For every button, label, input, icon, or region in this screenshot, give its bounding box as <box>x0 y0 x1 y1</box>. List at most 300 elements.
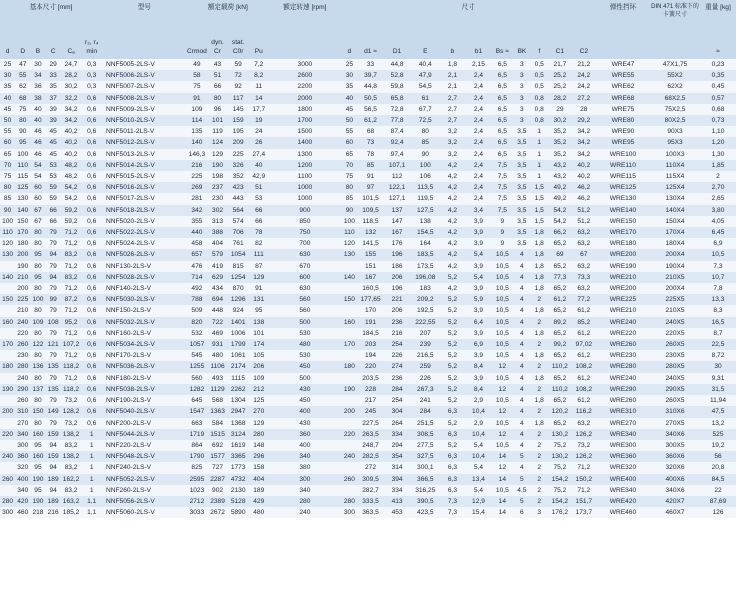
cell-speed: 670 <box>269 261 341 272</box>
cell-f: 1,8 <box>531 305 548 316</box>
cell-E: 226 <box>411 373 439 384</box>
cell-dd: 110 <box>341 227 358 238</box>
cell-E: 222,55 <box>411 317 439 328</box>
table-row <box>0 81 736 92</box>
cell-pu: 26 <box>248 137 269 148</box>
cell-f: 0,8 <box>531 93 548 104</box>
cell-Bk: 5 <box>513 496 530 507</box>
cell-D1: 196 <box>383 283 411 294</box>
cell-C: 135 <box>46 384 61 395</box>
cell-C: 99 <box>46 294 61 305</box>
cell-ring: WRE460 <box>596 507 650 518</box>
cell-C1: 25,2 <box>548 81 572 92</box>
cell-d1: 101,5 <box>358 193 383 204</box>
cell-pu: 212 <box>248 384 269 395</box>
cell-d <box>0 328 15 339</box>
cell-stat: 209 <box>228 137 249 148</box>
cell-d: 45 <box>0 104 15 115</box>
cell-f: 1,8 <box>531 261 548 272</box>
cell-crmod: 825 <box>187 462 208 473</box>
cell-E: 259 <box>411 361 439 372</box>
cell-d: 170 <box>0 339 15 350</box>
cell-f: 1,8 <box>531 227 548 238</box>
cell-crmod: 864 <box>187 440 208 451</box>
cell-dd: 170 <box>341 339 358 350</box>
cell-model: NNF5011-2LS-V <box>102 126 187 137</box>
cell-Ca: 95,2 <box>61 317 82 328</box>
cell-model: NNF5008-2LS-V <box>102 93 187 104</box>
cell-d1: 194 <box>358 350 383 361</box>
cell-f: 0,8 <box>531 104 548 115</box>
cell-b: 6,3 <box>439 406 465 417</box>
cell-pu: 7,2 <box>248 59 269 70</box>
cell-dyn: 722 <box>207 317 228 328</box>
cell-crmod: 492 <box>187 283 208 294</box>
cell-model: NNF5016-2LS-V <box>102 182 187 193</box>
cell-f: 1,8 <box>531 418 548 429</box>
cell-Bk: 4 <box>513 350 530 361</box>
cell-din: 400X6 <box>650 474 700 485</box>
cell-Ca: 40,2 <box>61 137 82 148</box>
cell-C1: 75,2 <box>548 462 572 473</box>
cell-crmod: 1023 <box>187 485 208 496</box>
cell-r: 0,6 <box>81 104 102 115</box>
cell-crmod: 820 <box>187 317 208 328</box>
cell-weight: 8,72 <box>700 350 736 361</box>
cell-E: 154,5 <box>411 227 439 238</box>
cell-d1: 245 <box>358 406 383 417</box>
cell-Bk: 4 <box>513 462 530 473</box>
cell-C: 53 <box>46 171 61 182</box>
cell-crmod: 1790 <box>187 451 208 462</box>
cell-crmod: 1282 <box>187 384 208 395</box>
cell-D: 130 <box>15 193 30 204</box>
cell-b: 4,2 <box>439 193 465 204</box>
cell-f: 2 <box>531 294 548 305</box>
cell-Ca: 71,2 <box>61 305 82 316</box>
cell-Ca: 73,2 <box>61 418 82 429</box>
cell-Ca: 48,2 <box>61 171 82 182</box>
cell-f: 1,5 <box>531 193 548 204</box>
cell-E: 80 <box>411 126 439 137</box>
cell-dd: 200 <box>341 406 358 417</box>
cell-dyn: 1577 <box>207 451 228 462</box>
cell-Bk: 6 <box>513 507 530 518</box>
cell-r: 0,6 <box>81 261 102 272</box>
cell-weight: 0,73 <box>700 115 736 126</box>
cell-d1: 155 <box>358 249 383 260</box>
cell-B: 80 <box>30 418 45 429</box>
cell-ring: WRE320 <box>596 462 650 473</box>
cell-Bs: 10,5 <box>492 418 514 429</box>
cell-f: 2 <box>531 339 548 350</box>
cell-model: NNF5015-2LS-V <box>102 171 187 182</box>
cell-dyn: 80 <box>207 93 228 104</box>
cell-E: 100 <box>411 160 439 171</box>
cell-D: 260 <box>15 395 30 406</box>
col-Bk: BK <box>513 32 530 59</box>
cell-D: 140 <box>15 205 30 216</box>
cell-weight: 4,05 <box>700 216 736 227</box>
cell-ring: WRE340 <box>596 485 650 496</box>
cell-C2: 85,2 <box>572 317 596 328</box>
cell-D1: 226 <box>383 350 411 361</box>
cell-weight: 525 <box>700 429 736 440</box>
cell-D1: 52,8 <box>383 70 411 81</box>
cell-d: 140 <box>0 272 15 283</box>
col-f: f <box>531 32 548 59</box>
cell-D: 240 <box>15 373 30 384</box>
table-row <box>0 361 736 372</box>
cell-D1: 44,8 <box>383 59 411 70</box>
cell-d <box>0 373 15 384</box>
cell-E: 316,25 <box>411 485 439 496</box>
cell-dyn: 2389 <box>207 496 228 507</box>
cell-b: 2,7 <box>439 104 465 115</box>
cell-ring: WRE75 <box>596 104 650 115</box>
cell-C: 39 <box>46 104 61 115</box>
cell-C: 94 <box>46 485 61 496</box>
cell-C: 189 <box>46 496 61 507</box>
cell-pu: 429 <box>248 496 269 507</box>
cell-weight: 0,45 <box>700 81 736 92</box>
cell-ring: WRE240 <box>596 373 650 384</box>
cell-stat: 4732 <box>228 474 249 485</box>
cell-C1: 54,2 <box>548 216 572 227</box>
cell-ring: WRE190 <box>596 261 650 272</box>
cell-stat: 3124 <box>228 429 249 440</box>
cell-f: 1,8 <box>531 373 548 384</box>
cell-D: 190 <box>15 261 30 272</box>
cell-dyn: 568 <box>207 395 228 406</box>
cell-D: 340 <box>15 429 30 440</box>
cell-ring: WRE140 <box>596 205 650 216</box>
cell-dyn: 1363 <box>207 406 228 417</box>
cell-Bs: 10,5 <box>492 328 514 339</box>
table-row <box>0 384 736 395</box>
cell-stat: 1304 <box>228 395 249 406</box>
table-body <box>0 59 736 518</box>
cell-b1: 2,9 <box>465 395 491 406</box>
cell-din: 270X5 <box>650 418 700 429</box>
cell-Bk: 3,5 <box>513 216 530 227</box>
cell-r: 0,6 <box>81 272 102 283</box>
cell-C2: 116,2 <box>572 406 596 417</box>
cell-dd <box>341 328 358 339</box>
cell-dyn: 119 <box>207 126 228 137</box>
cell-crmod: 1057 <box>187 339 208 350</box>
cell-r: 0,6 <box>81 249 102 260</box>
cell-din: 310X6 <box>650 406 700 417</box>
cell-model: NNF5030-2LS-V <box>102 294 187 305</box>
cell-C2: 46,2 <box>572 193 596 204</box>
cell-C2: 97,02 <box>572 339 596 350</box>
cell-r: 0,6 <box>81 93 102 104</box>
cell-f: 2 <box>531 406 548 417</box>
cell-D1: 186 <box>383 261 411 272</box>
cell-Bk: 4 <box>513 294 530 305</box>
cell-ring: WRE95 <box>596 137 650 148</box>
cell-C: 159 <box>46 451 61 462</box>
cell-Bs: 6,5 <box>492 137 514 148</box>
cell-D1: 196 <box>383 249 411 260</box>
cell-dyn: 302 <box>207 205 228 216</box>
cell-stat: 352 <box>228 171 249 182</box>
cell-pu: 270 <box>248 406 269 417</box>
cell-d: 220 <box>0 429 15 440</box>
cell-C2: 150,2 <box>572 474 596 485</box>
cell-Bs: 7,5 <box>492 160 514 171</box>
cell-E: 239 <box>411 339 439 350</box>
cell-C2: 34,2 <box>572 126 596 137</box>
cell-C: 79 <box>46 238 61 249</box>
cell-dyn: 66 <box>207 81 228 92</box>
cell-pu: 189 <box>248 485 269 496</box>
cell-pu: 87 <box>248 261 269 272</box>
cell-d1: 220 <box>358 361 383 372</box>
cell-d1: 73 <box>358 137 383 148</box>
table-row <box>0 272 736 283</box>
cell-ring: WRE180 <box>596 238 650 249</box>
cell-Bs: 10,5 <box>492 283 514 294</box>
cell-C1: 130,2 <box>548 451 572 462</box>
cell-dyn: 493 <box>207 373 228 384</box>
cell-D: 150 <box>15 216 30 227</box>
cell-speed: 2600 <box>269 70 341 81</box>
cell-d1: 109,5 <box>358 205 383 216</box>
cell-Bs: 9 <box>492 227 514 238</box>
cell-weight: 0,35 <box>700 70 736 81</box>
cell-f: 2 <box>531 462 548 473</box>
cell-b1: 2,4 <box>465 81 491 92</box>
table-row <box>0 474 736 485</box>
cell-D1: 334 <box>383 485 411 496</box>
cell-Ca: 59,2 <box>61 205 82 216</box>
cell-D: 460 <box>15 507 30 518</box>
cell-Bs: 14 <box>492 451 514 462</box>
cell-pu: 148 <box>248 440 269 451</box>
cell-B: 67 <box>30 216 45 227</box>
cell-f: 1,8 <box>531 395 548 406</box>
cell-B: 80 <box>30 395 45 406</box>
cell-b: 4,2 <box>439 160 465 171</box>
cell-C2: 21,2 <box>572 59 596 70</box>
cell-B: 54 <box>30 171 45 182</box>
cell-B: 80 <box>30 350 45 361</box>
cell-C: 79 <box>46 350 61 361</box>
cell-ring: WRE300 <box>596 440 650 451</box>
cell-Ca: 34,2 <box>61 115 82 126</box>
cell-ring: WRE47 <box>596 59 650 70</box>
cell-dyn: 388 <box>207 227 228 238</box>
cell-dyn: 931 <box>207 339 228 350</box>
cell-din: 320X6 <box>650 462 700 473</box>
cell-Bs: 6,5 <box>492 115 514 126</box>
cell-Ca: 40,2 <box>61 149 82 160</box>
cell-D: 210 <box>15 305 30 316</box>
cell-b1: 6,9 <box>465 339 491 350</box>
table-row <box>0 193 736 204</box>
cell-pu: 280 <box>248 429 269 440</box>
cell-model: NNF5040-2LS-V <box>102 406 187 417</box>
cell-Bk: 4 <box>513 249 530 260</box>
cell-f: 0,5 <box>531 81 548 92</box>
header-weight: 重量 [kg] <box>700 0 736 32</box>
cell-C1: 154,2 <box>548 474 572 485</box>
cell-r: 0,3 <box>81 81 102 92</box>
cell-dd <box>341 440 358 451</box>
cell-din: 290X5 <box>650 384 700 395</box>
cell-speed: 630 <box>269 283 341 294</box>
cell-weight: 0,57 <box>700 93 736 104</box>
cell-d1: 118,5 <box>358 216 383 227</box>
cell-speed: 280 <box>269 496 341 507</box>
cell-ring: WRE240 <box>596 317 650 328</box>
cell-Bs: 10,5 <box>492 350 514 361</box>
cell-d1: 170 <box>358 305 383 316</box>
cell-weight: 10,7 <box>700 272 736 283</box>
cell-C2: 73,3 <box>572 272 596 283</box>
cell-speed: 2200 <box>269 81 341 92</box>
cell-Bs: 10,5 <box>492 272 514 283</box>
cell-din: 420X7 <box>650 496 700 507</box>
cell-stat: 2130 <box>228 485 249 496</box>
cell-E: 251,5 <box>411 418 439 429</box>
cell-dd: 100 <box>341 216 358 227</box>
cell-stat: 1619 <box>228 440 249 451</box>
cell-Bs: 12 <box>492 406 514 417</box>
cell-f: 1,8 <box>531 249 548 260</box>
table-row <box>0 227 736 238</box>
cell-D: 360 <box>15 451 30 462</box>
cell-f: 1,8 <box>531 238 548 249</box>
table-row <box>0 283 736 294</box>
cell-d1: 263,5 <box>358 429 383 440</box>
cell-C1: 28,2 <box>548 93 572 104</box>
cell-D: 100 <box>15 149 30 160</box>
cell-din: 115X4 <box>650 171 700 182</box>
cell-pu: 111 <box>248 249 269 260</box>
cell-crmod: 1255 <box>187 361 208 372</box>
cell-weight: 2,65 <box>700 193 736 204</box>
table-row <box>0 249 736 260</box>
col-r: r₃, r₄ min <box>81 32 102 59</box>
cell-stat: 706 <box>228 227 249 238</box>
col-C1: C1 <box>548 32 572 59</box>
cell-b: 2,7 <box>439 93 465 104</box>
cell-d1: 184,5 <box>358 328 383 339</box>
cell-C2: 27,2 <box>572 93 596 104</box>
cell-f: 2 <box>531 451 548 462</box>
cell-crmod: 663 <box>187 418 208 429</box>
cell-model: NNF5028-2LS-V <box>102 272 187 283</box>
cell-dd: 30 <box>341 70 358 81</box>
cell-din: 150X4 <box>650 216 700 227</box>
cell-stat: 5890 <box>228 507 249 518</box>
cell-b: 4,2 <box>439 171 465 182</box>
cell-model: NNF5012-2LS-V <box>102 137 187 148</box>
table-row <box>0 507 736 518</box>
cell-pu: 11 <box>248 81 269 92</box>
cell-dd: 55 <box>341 126 358 137</box>
cell-b1: 3,9 <box>465 261 491 272</box>
cell-b1: 2,9 <box>465 418 491 429</box>
cell-model: NNF260-2LS-V <box>102 485 187 496</box>
cell-dd: 50 <box>341 115 358 126</box>
cell-speed: 300 <box>269 474 341 485</box>
cell-r: 1 <box>81 485 102 496</box>
cell-D1: 413 <box>383 496 411 507</box>
table-row <box>0 126 736 137</box>
cell-B: 122 <box>30 339 45 350</box>
cell-r: 0,6 <box>81 193 102 204</box>
cell-dd: 65 <box>341 149 358 160</box>
table-row <box>0 137 736 148</box>
cell-D1: 294 <box>383 440 411 451</box>
cell-dd: 120 <box>341 238 358 249</box>
cell-B: 80 <box>30 227 45 238</box>
cell-f: 1 <box>531 149 548 160</box>
cell-dd <box>341 485 358 496</box>
cell-E: 192,5 <box>411 305 439 316</box>
cell-C2: 77,2 <box>572 294 596 305</box>
cell-C2: 71,2 <box>572 485 596 496</box>
cell-Bk: 4 <box>513 384 530 395</box>
cell-b: 3,2 <box>439 126 465 137</box>
cell-weight: 56 <box>700 451 736 462</box>
cell-d: 300 <box>0 507 15 518</box>
cell-din: 55X2 <box>650 70 700 81</box>
cell-r: 0,6 <box>81 205 102 216</box>
cell-b: 6,3 <box>439 429 465 440</box>
cell-D1: 274 <box>383 361 411 372</box>
cell-r: 0,3 <box>81 70 102 81</box>
cell-Ca: 83,2 <box>61 462 82 473</box>
cell-speed: 1700 <box>269 115 341 126</box>
cell-Ca: 71,2 <box>61 350 82 361</box>
cell-dd: 70 <box>341 160 358 171</box>
cell-dyn: 51 <box>207 70 228 81</box>
cell-r: 0,6 <box>81 160 102 171</box>
cell-Bs: 6,5 <box>492 70 514 81</box>
cell-ring: WRE220 <box>596 328 650 339</box>
cell-D1: 122,1 <box>383 182 411 193</box>
cell-r: 0,6 <box>81 384 102 395</box>
cell-dd: 240 <box>341 451 358 462</box>
cell-d: 60 <box>0 137 15 148</box>
cell-Ca: 32,2 <box>61 93 82 104</box>
cell-crmod: 225 <box>187 171 208 182</box>
cell-C: 33 <box>46 70 61 81</box>
cell-b: 4,2 <box>439 249 465 260</box>
cell-crmod: 3033 <box>187 507 208 518</box>
cell-Bs: 10,5 <box>492 317 514 328</box>
cell-din: 220X5 <box>650 328 700 339</box>
cell-din: 62X2 <box>650 81 700 92</box>
cell-Bs: 12 <box>492 384 514 395</box>
cell-C2: 67 <box>572 249 596 260</box>
cell-pu: 8,2 <box>248 70 269 81</box>
cell-b: 6,3 <box>439 474 465 485</box>
cell-r: 0,6 <box>81 115 102 126</box>
cell-D1: 236 <box>383 373 411 384</box>
cell-Ca: 162,2 <box>61 474 82 485</box>
cell-weight: 16,5 <box>700 317 736 328</box>
cell-dyn: 694 <box>207 294 228 305</box>
cell-C: 79 <box>46 373 61 384</box>
cell-stat: 443 <box>228 193 249 204</box>
cell-f: 0,5 <box>531 70 548 81</box>
